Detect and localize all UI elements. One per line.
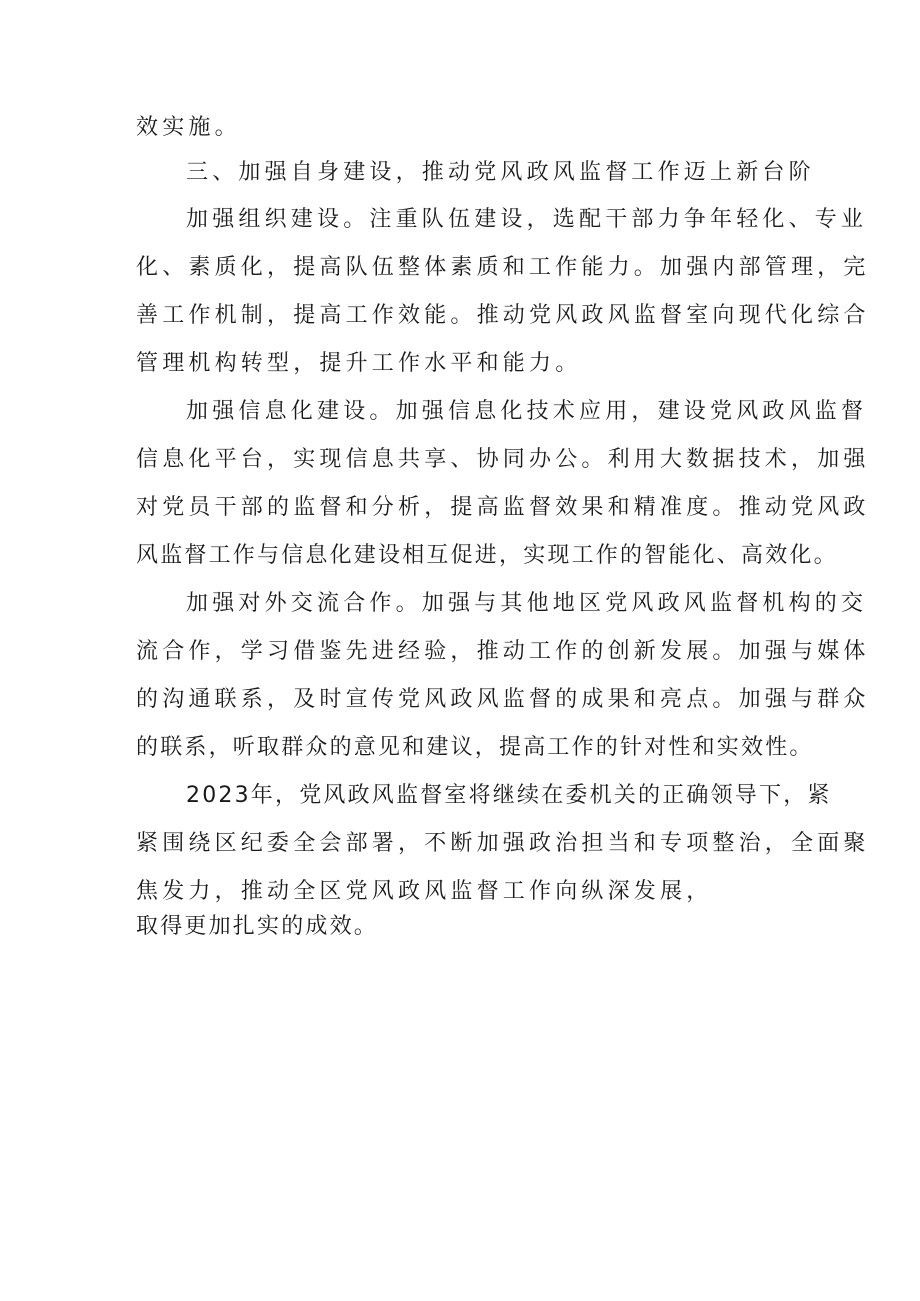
text-line: 紧围绕区纪委全会部署，不断加强政治担当和专项整治，全面聚 xyxy=(136,831,870,856)
section-heading: 三、加强自身建设，推动党风政风监督工作迈上新台阶 xyxy=(186,160,815,185)
text-line: 信息化平台，实现信息共享、协同办公。利用大数据技术，加强 xyxy=(136,447,870,472)
text-line: 取得更加扎实的成效。 xyxy=(136,914,379,939)
text-line: 效实施。 xyxy=(136,115,241,140)
text-line: 化、素质化，提高队伍整体素质和工作能力。加强内部管理，完 xyxy=(136,255,870,280)
text-line: 对党员干部的监督和分析，提高监督效果和精准度。推动党风政 xyxy=(136,495,870,520)
text-line: 2023年，党风政风监督室将继续在委机关的正确领导下，紧 xyxy=(186,783,832,808)
text-line: 加强对外交流合作。加强与其他地区党风政风监督机构的交 xyxy=(186,591,868,616)
text-line: 管理机构转型，提升工作水平和能力。 xyxy=(136,351,582,376)
text-line: 善工作机制，提高工作效能。推动党风政风监督室向现代化综合 xyxy=(136,303,870,328)
text-line: 的沟通联系，及时宣传党风政风监督的成果和亮点。加强与群众 xyxy=(136,687,870,712)
text-line: 加强信息化建设。加强信息化技术应用，建设党风政风监督 xyxy=(186,399,868,424)
text-line: 加强组织建设。注重队伍建设，选配干部力争年轻化、专业 xyxy=(186,207,868,232)
text-line: 风监督工作与信息化建设相互促进，实现工作的智能化、高效化。 xyxy=(136,543,838,568)
text-line: 流合作，学习借鉴先进经验，推动工作的创新发展。加强与媒体 xyxy=(136,639,870,664)
text-line: 焦发力，推动全区党风政风监督工作向纵深发展， xyxy=(136,879,713,904)
text-line: 的联系，听取群众的意见和建议，提高工作的针对性和实效性。 xyxy=(136,735,814,760)
